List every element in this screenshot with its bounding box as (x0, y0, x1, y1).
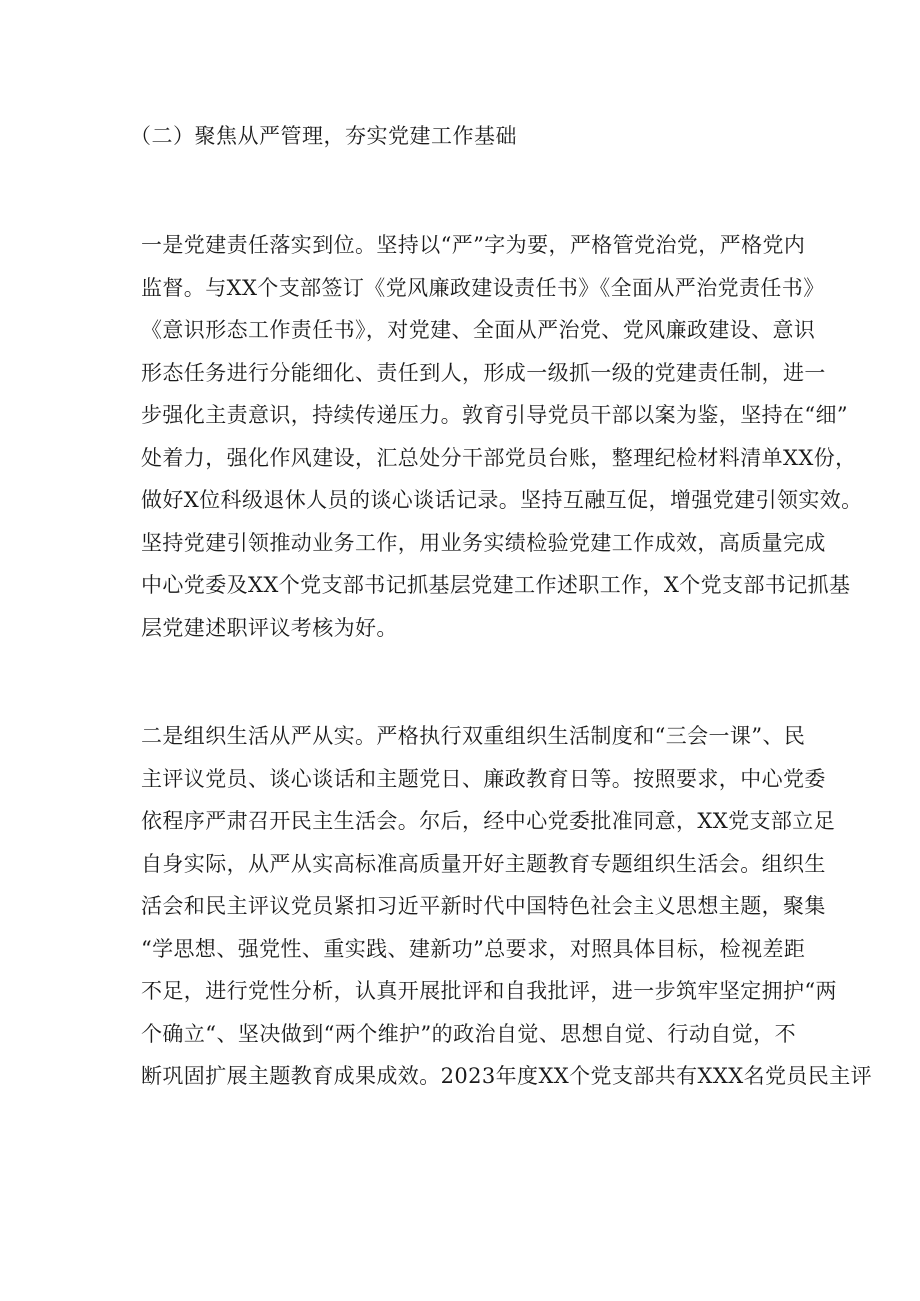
text-line: 二是组织生活从严从实。严格执行双重组织生活制度和“三会一课”、民 (141, 724, 806, 748)
text-line: 活会和民主评议党员紧扣习近平新时代中国特色社会主义思想主题，聚集 (141, 894, 826, 918)
text-line: 断巩固扩展主题教育成果成效。2023年度XX个党支部共有XXX名党员民主评 (141, 1064, 872, 1088)
paragraph-party-responsibility (141, 224, 863, 649)
paragraph-organizational-life (141, 715, 872, 1098)
text-line: 中心党委及XX个党支部书记抓基层党建工作述职工作，X个党支部书记抓基 (141, 573, 851, 597)
section-heading: （二）聚焦从严管理，夯实党建工作基础 (130, 124, 517, 148)
text-line: 一是党建责任落实到位。坚持以“严”字为要，严格管党治党，严格党内 (141, 233, 806, 257)
text-line: 主评议党员、谈心谈话和主题党日、廉政教育日等。按照要求，中心党委 (141, 766, 826, 791)
text-line: 步强化主责意识，持续传递压力。敦育引导党员干部以案为鉴，坚持在“细” (141, 403, 849, 427)
text-line: 处着力，强化作风建设，汇总处分干部党员台账，整理纪检材料清单XX份， (141, 445, 857, 470)
text-line: 坚持党建引领推动业务工作，用业务实绩检验党建工作成效，高质量完成 (141, 530, 826, 555)
text-line: 不足，进行党性分析，认真开展批评和自我批评，进一步筑牢坚定拥护“两 (141, 979, 837, 1003)
text-line: 做好X位科级退休人员的谈心谈话记录。坚持互融互促，增强党建引领实效。 (141, 488, 863, 512)
text-line: 层党建述职评议考核为好。 (141, 615, 398, 640)
text-line: “学思想、强党性、重实践、建新功”总要求，对照具体目标，检视差距 (141, 936, 806, 961)
text-line: 依程序严肃召开民主生活会。尔后，经中心党委批准同意，XX党支部立足 (141, 809, 836, 833)
text-line: 个确立“、坚决做到“两个维护”的政治自觉、思想自觉、行动自觉，不 (141, 1021, 796, 1046)
text-line: 形态任务进行分能细化、责任到人，形成一级抓一级的党建责任制，进一 (141, 360, 826, 385)
text-line: 自身实际，从严从实高标准高质量开好主题教育专题组织生活会。组织生 (141, 851, 826, 876)
text-line: 监督。与XX个支部签订《党风廉政建设责任书》《全面从严治党责任书》 (141, 275, 825, 300)
text-line: 《意识形态工作责任书》，对党建、全面从严治党、党风廉政建设、意识 (141, 318, 816, 342)
